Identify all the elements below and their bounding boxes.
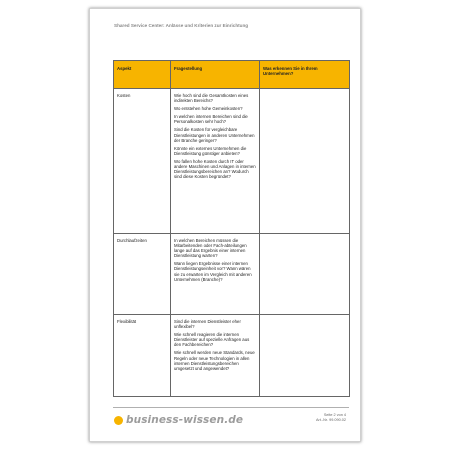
article-number: Art.-Nr. 99.090.02 bbox=[316, 418, 346, 423]
footer-divider bbox=[113, 407, 349, 408]
logo-dot-icon bbox=[114, 416, 123, 425]
page-header-title: Shared Service Center: Anlässe und Kriterien zur Einrichtung bbox=[114, 23, 249, 28]
table-row bbox=[114, 315, 350, 397]
question-text: In welchen Bereichen müssen die Mitarbeitenden oder Fach-abteilungen lange auf das Ergebnis einer internen Dienstleistung warten? bbox=[174, 238, 247, 259]
question-text: Wie schnell werden neue Standards, neue Regeln oder neue Technologien in allen internen Dienstleistungsbereichen umgesetzt und angewendet? bbox=[174, 350, 255, 371]
document-page bbox=[89, 8, 361, 442]
column-header-fragestellung: Fragestellung bbox=[171, 61, 260, 89]
question-text: Wie hoch sind die Gesamtkosten eines indirekten Bereichs? bbox=[174, 93, 249, 104]
question-text: Wann liegen Ergebnisse einer internen Dienstleistungseinheit vor? Wann wären sie zu erwarten im Vergleich mit anderen Unternehmen (Branche)? bbox=[174, 261, 252, 282]
question-text: Wo entstehen hohe Gemeinkosten? bbox=[174, 106, 243, 112]
question-text: Wo fallen hohe Kosten durch IT oder andere Maschinen und Anlagen in internen Dienstleistungsbereichen an? Wodurch sind diese Kosten begründet? bbox=[174, 158, 256, 180]
question-text: Sind die Kosten für vergleichbare Dienstleistungen in anderen Unternehmen der Branche geringer? bbox=[174, 127, 255, 143]
brand-name: business-wissen.de bbox=[126, 414, 244, 426]
question-text: Sind die internen Dienstleister eher unflexibel? bbox=[174, 319, 241, 330]
questions-cell bbox=[171, 89, 260, 234]
answer-cell[interactable] bbox=[260, 234, 350, 315]
brand-logo bbox=[114, 414, 243, 426]
aspect-cell: Durchlaufzeiten bbox=[114, 234, 171, 315]
table-row bbox=[114, 234, 350, 315]
aspect-cell: Kosten bbox=[114, 89, 171, 234]
page-number: Seite 2 von 4 bbox=[323, 413, 346, 417]
page-info bbox=[316, 413, 346, 423]
column-header-aspekt: Aspekt bbox=[114, 61, 171, 89]
table-row bbox=[114, 89, 350, 234]
questions-cell bbox=[171, 315, 260, 397]
question-text: Könnte ein externes Unternehmen die Dienstleistung günstiger anbieten? bbox=[174, 145, 247, 156]
answer-cell[interactable] bbox=[260, 315, 350, 397]
column-header-erkennen: Was erkennen Sie in Ihrem Unternehmen? bbox=[260, 61, 350, 89]
aspect-cell: Flexibilität bbox=[114, 315, 171, 397]
questions-cell bbox=[171, 234, 260, 315]
question-text: Wie schnell reagieren die internen Dienstleister auf spezielle Anfragen aus den Fachbereichen? bbox=[174, 332, 250, 348]
question-text: In welchen internen Bereichen sind die Personalkosten sehr hoch? bbox=[174, 114, 248, 125]
criteria-table bbox=[113, 60, 350, 397]
answer-cell[interactable] bbox=[260, 89, 350, 234]
table-header-row bbox=[114, 61, 350, 89]
